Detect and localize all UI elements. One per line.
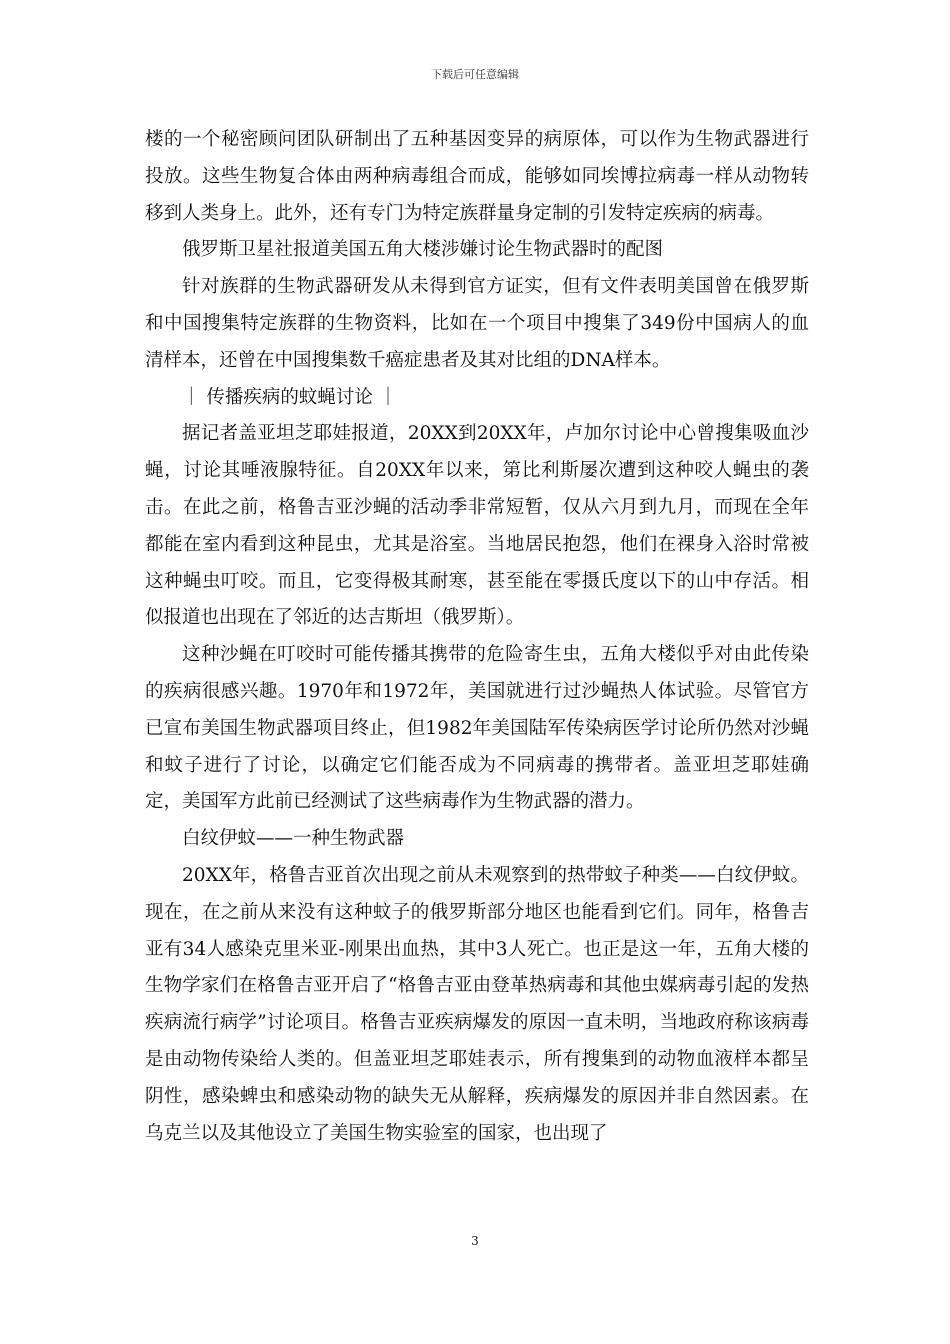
paragraph-sandflies: 据记者盖亚坦芝耶娃报道，20XX到20XX年，卢加尔讨论中心曾搜集吸血沙蝇，讨论其唾液腺特征。自20XX年以来，第比利斯屡次遭到这种咬人蝇虫的袭击。在此之前，格鲁吉亚沙蝇的活动季非常短暂，仅从六月到九月，而现在全年都能在室内看到这种昆虫，尤其是浴室。当地居民抱怨，他们在裸身入浴时常被这种蝇虫叮咬。而且，它变得极其耐寒，甚至能在零摄氏度以下的山中存活。相似报道也出现在了邻近的达吉斯坦（俄罗斯）。 [145,423,809,629]
image-caption: 俄罗斯卫星社报道美国五角大楼涉嫌讨论生物武器时的配图 [182,239,664,261]
section-heading-insects: ｜ 传播疾病的蚊蝇讨论 ｜ [182,386,398,408]
document-body [145,122,809,1152]
page-number: 3 [471,1234,479,1248]
paragraph-mosquito: 20XX年，格鲁吉亚首次出现之前从未观察到的热带蚊子种类——白纹伊蚊。现在，在之前从来没有这种蚊子的俄罗斯部分地区也能看到它们。同年，格鲁吉亚有34人感染克里米亚-刚果出血热，其中3人死亡。也正是这一年，五角大楼的生物学家们在格鲁吉亚开启了“格鲁吉亚由登革热病毒和其他虫媒病毒引起的发热疾病流行病学”讨论项目。格鲁吉亚疾病爆发的原因一直未明，当地政府称该病毒是由动物传染给人类的。但盖亚坦芝耶娃表示，所有搜集到的动物血液样本都呈阴性，感染蜱虫和感染动物的缺失无从解释，疾病爆发的原因并非自然因素。在乌克兰以及其他设立了美国生物实验室的国家，也出现了 [145,864,809,1144]
paragraph-ethnic-weapons: 针对族群的生物武器研发从未得到官方证实，但有文件表明美国曾在俄罗斯和中国搜集特定族群的生物资料，比如在一个项目中搜集了349份中国病人的血清样本，还曾在中国搜集数千癌症患者及其对比组的DNA样本。 [145,276,809,371]
page-header: 下载后可任意编辑 [431,68,519,81]
section-heading-mosquito: 白纹伊蚊——一种生物武器 [182,828,405,850]
paragraph-continuation: 楼的一个秘密顾问团队研制出了五种基因变异的病原体，可以作为生物武器进行投放。这些生物复合体由两种病毒组合而成，能够如同埃博拉病毒一样从动物转移到人类身上。此外，还有专门为特定族群量身定制的引发特定疾病的病毒。 [145,129,809,224]
paragraph-sandfly-tests: 这种沙蝇在叮咬时可能传播其携带的危险寄生虫，五角大楼似乎对由此传染的疾病很感兴趣。1970年和1972年，美国就进行过沙蝇热人体试验。尽管官方已宣布美国生物武器项目终止，但1982年美国陆军传染病医学讨论所仍然对沙蝇和蚊子进行了讨论，以确定它们能否成为不同病毒的携带者。盖亚坦芝耶娃确定，美国军方此前已经测试了这些病毒作为生物武器的潜力。 [145,644,809,813]
